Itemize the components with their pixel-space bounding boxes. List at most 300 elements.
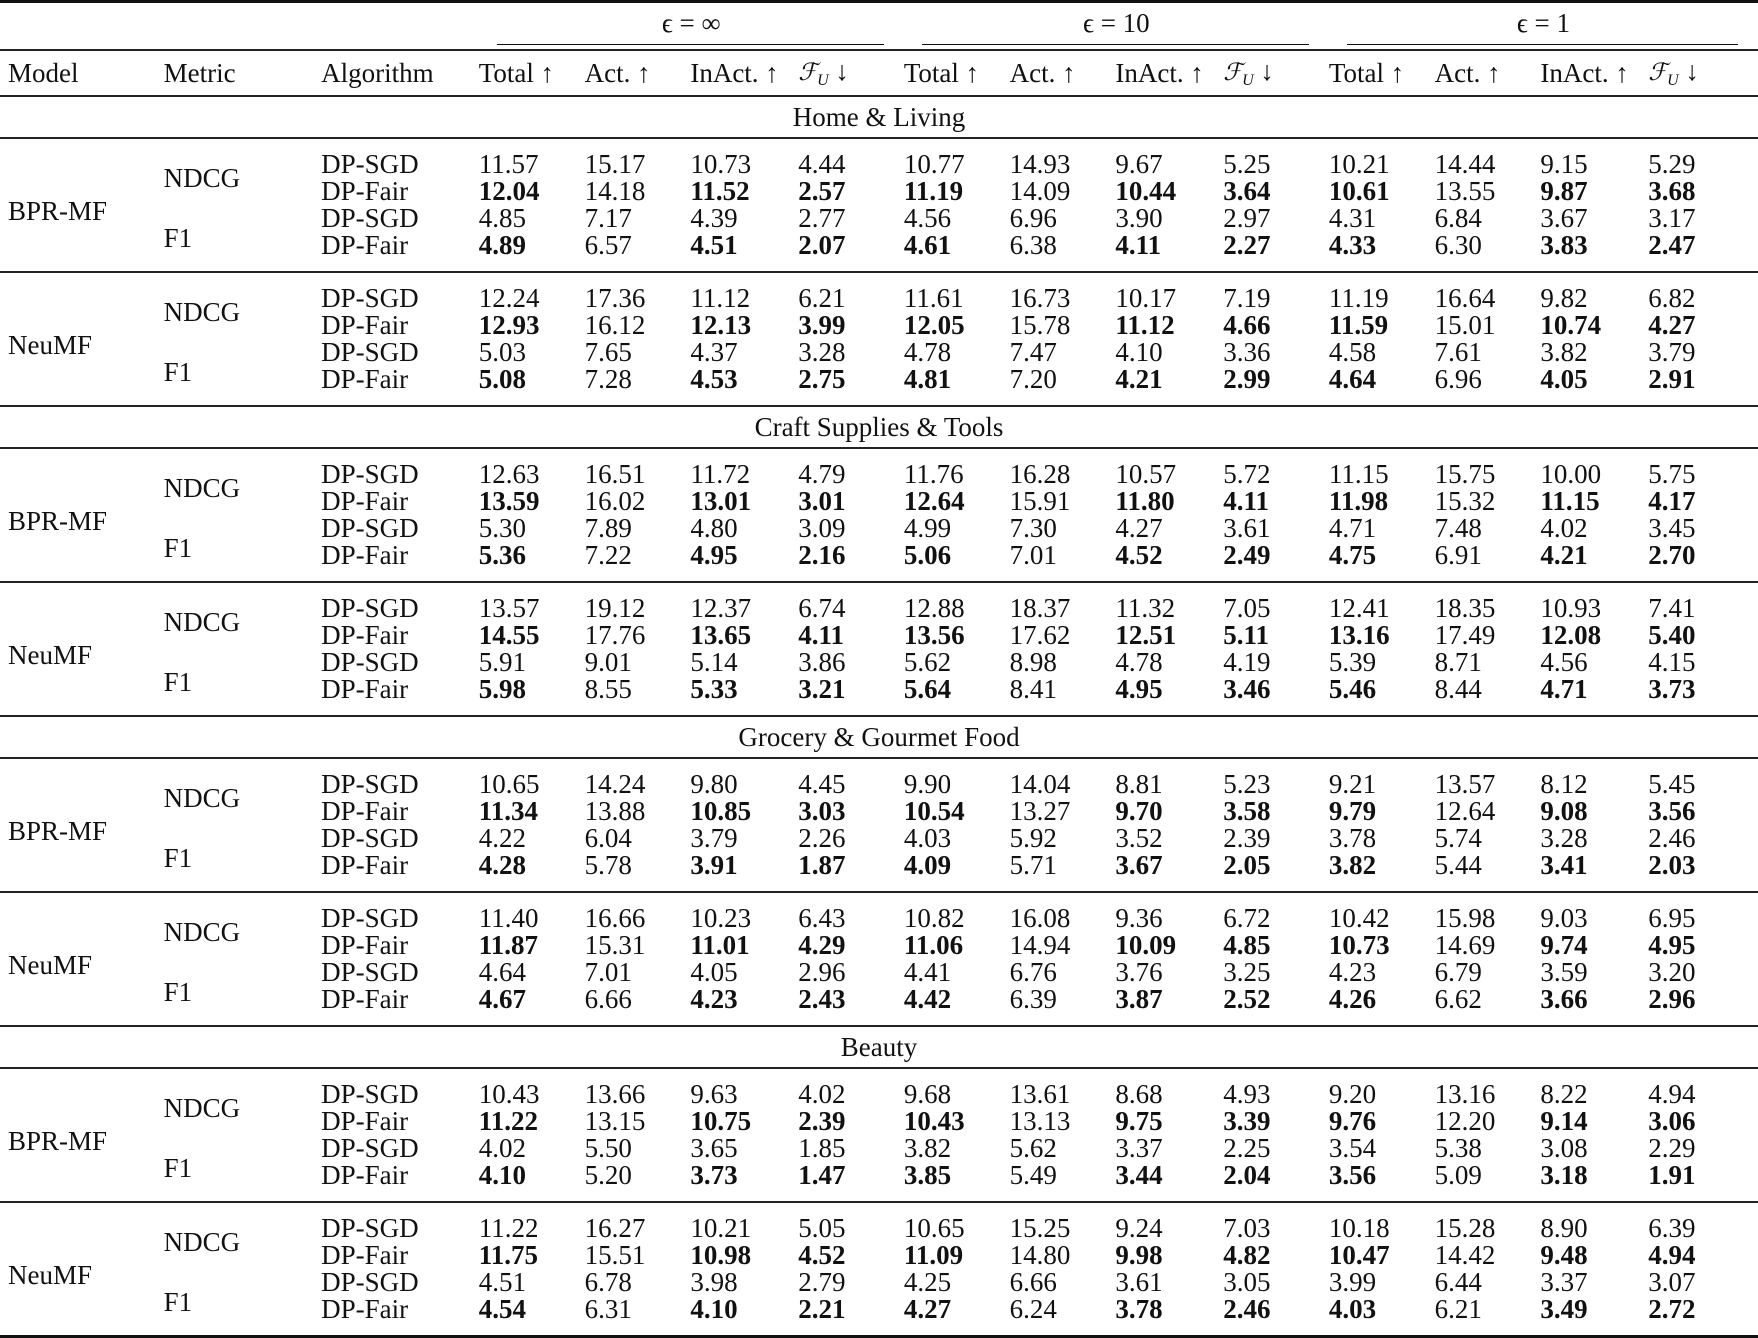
value-cell: 10.61 [1328,176,1390,206]
value-cell: 10.73 [690,149,752,179]
value-cell: 9.15 [1540,149,1588,179]
table-row [0,582,1758,622]
algorithm-header: Algorithm [321,57,434,88]
value-cell: 6.31 [584,1294,632,1324]
value-cell: 4.61 [903,230,952,260]
value-cell: 4.23 [1328,957,1377,987]
value-cell: 11.80 [1115,486,1175,516]
value-cell: 3.86 [798,647,846,677]
value-cell: 2.99 [1223,364,1271,394]
value-cell: 7.65 [584,337,632,367]
value-cell: 4.52 [798,1240,846,1270]
value-cell: 3.37 [1540,1267,1588,1297]
value-cell: 11.87 [478,930,539,960]
value-cell: 5.40 [1648,620,1696,650]
col-header-inact: InAct. ↑ [1540,57,1629,88]
value-cell: 5.92 [1009,823,1057,853]
value-cell: 10.17 [1115,283,1177,313]
value-cell: 9.82 [1540,283,1588,313]
table-row [0,448,1758,488]
value-cell: 4.39 [690,203,738,233]
value-cell: 2.43 [798,984,846,1014]
model-header: Model [8,57,79,88]
value-cell: 12.64 [903,486,965,516]
model-name: NeuMF [8,1259,93,1290]
value-cell: 6.57 [584,230,632,260]
value-cell: 3.61 [1115,1267,1163,1297]
value-cell: 6.62 [1434,984,1482,1014]
value-cell: 13.57 [1434,769,1496,799]
algorithm-name: DP-SGD [321,1267,419,1297]
value-cell: 1.91 [1648,1160,1696,1190]
value-cell: 6.39 [1648,1213,1696,1243]
value-cell: 10.09 [1115,930,1177,960]
value-cell: 10.00 [1540,459,1602,489]
value-cell: 16.66 [584,903,646,933]
value-cell: 10.42 [1328,903,1390,933]
algorithm-name: DP-SGD [321,1213,419,1243]
value-cell: 3.73 [1648,674,1696,704]
value-cell: 4.27 [903,1294,952,1324]
value-cell: 3.09 [798,513,846,543]
value-cell: 5.75 [1648,459,1696,489]
value-cell: 11.61 [903,283,964,313]
value-cell: 13.15 [584,1106,646,1136]
value-cell: 15.75 [1434,459,1496,489]
value-cell: 5.29 [1648,149,1696,179]
value-cell: 7.47 [1009,337,1057,367]
value-cell: 5.08 [478,364,527,394]
value-cell: 9.74 [1540,930,1588,960]
model-name: NeuMF [8,639,93,670]
value-cell: 4.37 [690,337,738,367]
value-cell: 4.11 [1115,230,1162,260]
value-cell: 15.98 [1434,903,1496,933]
value-cell: 4.52 [1115,540,1163,570]
value-cell: 4.89 [478,230,527,260]
value-cell: 4.25 [903,1267,952,1297]
value-cell: 10.93 [1540,593,1602,623]
value-cell: 3.17 [1648,203,1696,233]
value-cell: 3.20 [1648,957,1696,987]
dataset-section-header [0,1026,1758,1068]
value-cell: 2.39 [1223,823,1271,853]
value-cell: 5.78 [584,850,632,880]
value-cell: 3.36 [1223,337,1271,367]
value-cell: 2.57 [798,176,846,206]
col-header-total: Total ↑ [1328,57,1405,88]
model-name: NeuMF [8,949,93,980]
table-row [0,1269,1758,1296]
value-cell: 14.18 [584,176,646,206]
value-cell: 3.25 [1223,957,1271,987]
table-row [0,758,1758,798]
value-cell: 2.27 [1223,230,1271,260]
value-cell: 11.75 [478,1240,539,1270]
algorithm-name: DP-Fair [321,1106,409,1136]
value-cell: 3.99 [798,310,846,340]
value-cell: 10.43 [903,1106,965,1136]
value-cell: 14.93 [1009,149,1071,179]
down-arrow-icon: ↓ [828,56,849,86]
value-cell: 4.44 [798,149,846,179]
value-cell: 5.38 [1434,1133,1482,1163]
value-cell: 9.20 [1328,1079,1377,1109]
value-cell: 4.95 [690,540,738,570]
value-cell: 11.15 [1540,486,1600,516]
algorithm-name: DP-SGD [321,149,419,179]
value-cell: 3.98 [690,1267,738,1297]
value-cell: 4.10 [1115,337,1163,367]
dataset-title: Beauty [840,1031,918,1062]
value-cell: 6.66 [584,984,632,1014]
value-cell: 11.98 [1328,486,1389,516]
metric-name: NDCG [163,606,241,637]
value-cell: 4.09 [903,850,952,880]
metric-name: F1 [163,976,193,1007]
value-cell: 12.08 [1540,620,1602,650]
algorithm-name: DP-SGD [321,337,419,367]
value-cell: 10.65 [903,1213,965,1243]
value-cell: 6.66 [1009,1267,1057,1297]
value-cell: 4.64 [478,957,527,987]
value-cell: 3.54 [1328,1133,1377,1163]
value-cell: 5.23 [1223,769,1271,799]
value-cell: 2.70 [1648,540,1696,570]
value-cell: 5.39 [1328,647,1377,677]
value-cell: 16.28 [1009,459,1071,489]
value-cell: 15.91 [1009,486,1071,516]
table-row [0,205,1758,232]
col-header-act: Act. ↑ [1434,57,1501,88]
value-cell: 6.91 [1434,540,1482,570]
value-cell: 6.84 [1434,203,1482,233]
value-cell: 10.43 [478,1079,540,1109]
value-cell: 16.08 [1009,903,1071,933]
value-cell: 3.99 [1328,1267,1377,1297]
value-cell: 8.81 [1115,769,1163,799]
value-cell: 3.67 [1540,203,1588,233]
value-cell: 6.74 [798,593,846,623]
value-cell: 4.64 [1328,364,1377,394]
value-cell: 14.24 [584,769,646,799]
value-cell: 3.61 [1223,513,1271,543]
algorithm-name: DP-SGD [321,513,419,543]
value-cell: 5.64 [903,674,952,704]
value-cell: 5.49 [1009,1160,1057,1190]
algorithm-name: DP-Fair [321,850,409,880]
algorithm-name: DP-SGD [321,593,419,623]
value-cell: 12.13 [690,310,752,340]
value-cell: 4.23 [690,984,738,1014]
value-cell: 14.09 [1009,176,1071,206]
value-cell: 4.66 [1223,310,1271,340]
value-cell: 16.73 [1009,283,1071,313]
value-cell: 15.17 [584,149,646,179]
value-cell: 6.38 [1009,230,1057,260]
col-header-total: Total ↑ [903,57,980,88]
value-cell: 10.21 [1328,149,1390,179]
value-cell: 2.96 [1648,984,1696,1014]
value-cell: 6.44 [1434,1267,1482,1297]
value-cell: 7.20 [1009,364,1057,394]
value-cell: 5.03 [478,337,527,367]
value-cell: 4.03 [1328,1294,1377,1324]
down-arrow-icon: ↓ [1678,56,1699,86]
value-cell: 7.30 [1009,513,1057,543]
value-cell: 9.87 [1540,176,1588,206]
value-cell: 11.40 [478,903,539,933]
value-cell: 3.79 [1648,337,1696,367]
algorithm-name: DP-SGD [321,647,419,677]
value-cell: 7.03 [1223,1213,1271,1243]
value-cell: 3.21 [798,674,846,704]
table-row [0,825,1758,852]
value-cell: 4.31 [1328,203,1377,233]
value-cell: 4.21 [1115,364,1163,394]
value-cell: 3.91 [690,850,738,880]
value-cell: 2.25 [1223,1133,1271,1163]
metric-name: NDCG [163,472,241,503]
fairness-symbol: ℱ [798,58,818,86]
value-cell: 3.66 [1540,984,1588,1014]
metric-name: F1 [163,1152,193,1183]
value-cell: 9.63 [690,1079,738,1109]
value-cell: 5.14 [690,647,738,677]
value-cell: 4.95 [1648,930,1696,960]
value-cell: 9.36 [1115,903,1163,933]
value-cell: 4.26 [1328,984,1377,1014]
value-cell: 4.51 [478,1267,527,1297]
value-cell: 6.21 [1434,1294,1482,1324]
fairness-subscript: U [1667,72,1679,89]
value-cell: 2.26 [798,823,846,853]
value-cell: 9.68 [903,1079,952,1109]
algorithm-name: DP-Fair [321,796,409,826]
value-cell: 4.27 [1648,310,1696,340]
column-header-row [0,50,1758,96]
value-cell: 6.04 [584,823,632,853]
value-cell: 7.05 [1223,593,1271,623]
value-cell: 7.89 [584,513,632,543]
value-cell: 13.13 [1009,1106,1071,1136]
algorithm-name: DP-SGD [321,769,419,799]
value-cell: 4.71 [1540,674,1588,704]
algorithm-name: DP-Fair [321,1160,409,1190]
value-cell: 3.06 [1648,1106,1696,1136]
value-cell: 3.59 [1540,957,1588,987]
value-cell: 5.71 [1009,850,1057,880]
value-cell: 12.88 [903,593,965,623]
value-cell: 10.18 [1328,1213,1390,1243]
value-cell: 3.82 [903,1133,952,1163]
value-cell: 3.83 [1540,230,1588,260]
value-cell: 10.47 [1328,1240,1390,1270]
value-cell: 10.74 [1540,310,1602,340]
value-cell: 4.21 [1540,540,1588,570]
value-cell: 4.02 [798,1079,846,1109]
algorithm-name: DP-SGD [321,1079,419,1109]
value-cell: 3.82 [1540,337,1588,367]
value-cell: 2.46 [1223,1294,1271,1324]
value-cell: 3.52 [1115,823,1163,853]
algorithm-name: DP-SGD [321,459,419,489]
value-cell: 16.12 [584,310,646,340]
value-cell: 4.71 [1328,513,1377,543]
value-cell: 4.85 [478,203,527,233]
value-cell: 7.41 [1648,593,1696,623]
metric-name: NDCG [163,1226,241,1257]
value-cell: 14.94 [1009,930,1071,960]
col-header-total: Total ↑ [478,57,555,88]
value-cell: 11.32 [1115,593,1176,623]
value-cell: 11.12 [1115,310,1175,340]
algorithm-name: DP-Fair [321,230,409,260]
col-header-fu [1648,50,1758,96]
value-cell: 13.61 [1009,1079,1071,1109]
value-cell: 6.21 [798,283,846,313]
value-cell: 4.10 [690,1294,738,1324]
value-cell: 4.94 [1648,1079,1696,1109]
col-header-act: Act. ↑ [1009,57,1076,88]
value-cell: 12.51 [1115,620,1177,650]
value-cell: 6.79 [1434,957,1482,987]
table-row [0,272,1758,312]
value-cell: 2.39 [798,1106,846,1136]
value-cell: 3.03 [798,796,846,826]
value-cell: 14.42 [1434,1240,1496,1270]
value-cell: 11.09 [903,1240,964,1270]
dataset-section-header [0,96,1758,138]
value-cell: 4.17 [1648,486,1696,516]
value-cell: 15.78 [1009,310,1071,340]
model-name: BPR-MF [8,195,108,226]
value-cell: 4.81 [903,364,952,394]
value-cell: 5.06 [903,540,952,570]
value-cell: 8.55 [584,674,632,704]
value-cell: 4.75 [1328,540,1377,570]
col-header-fu [798,50,904,96]
table-row [0,649,1758,676]
value-cell: 2.77 [798,203,846,233]
value-cell: 7.22 [584,540,632,570]
value-cell: 5.72 [1223,459,1271,489]
value-cell: 8.41 [1009,674,1057,704]
value-cell: 4.28 [478,850,527,880]
value-cell: 11.22 [478,1213,539,1243]
model-name: BPR-MF [8,1125,108,1156]
value-cell: 16.27 [584,1213,646,1243]
value-cell: 6.96 [1009,203,1057,233]
value-cell: 13.88 [584,796,646,826]
epsilon-inf-header: ϵ = ∞ [479,2,904,51]
value-cell: 9.67 [1115,149,1163,179]
algorithm-name: DP-SGD [321,957,419,987]
value-cell: 4.93 [1223,1079,1271,1109]
algorithm-name: DP-Fair [321,486,409,516]
value-cell: 10.21 [690,1213,752,1243]
value-cell: 3.05 [1223,1267,1271,1297]
value-cell: 13.65 [690,620,752,650]
value-cell: 2.05 [1223,850,1271,880]
algorithm-name: DP-SGD [321,203,419,233]
value-cell: 3.58 [1223,796,1271,826]
value-cell: 6.96 [1434,364,1482,394]
value-cell: 1.85 [798,1133,846,1163]
algorithm-name: DP-SGD [321,903,419,933]
value-cell: 5.09 [1434,1160,1482,1190]
value-cell: 2.97 [1223,203,1271,233]
value-cell: 9.75 [1115,1106,1163,1136]
table-row [0,138,1758,178]
value-cell: 3.18 [1540,1160,1588,1190]
value-cell: 4.03 [903,823,952,853]
value-cell: 9.21 [1328,769,1377,799]
value-cell: 12.04 [478,176,540,206]
value-cell: 3.37 [1115,1133,1163,1163]
value-cell: 4.67 [478,984,527,1014]
value-cell: 7.61 [1434,337,1482,367]
value-cell: 11.34 [478,796,539,826]
value-cell: 5.05 [798,1213,846,1243]
value-cell: 6.72 [1223,903,1271,933]
value-cell: 8.22 [1540,1079,1588,1109]
value-cell: 6.82 [1648,283,1696,313]
dataset-section-header [0,716,1758,758]
value-cell: 4.33 [1328,230,1377,260]
value-cell: 11.72 [690,459,751,489]
value-cell: 3.73 [690,1160,738,1190]
value-cell: 14.04 [1009,769,1071,799]
value-cell: 14.44 [1434,149,1496,179]
metric-name: F1 [163,842,193,873]
value-cell: 15.31 [584,930,646,960]
algorithm-name: DP-Fair [321,620,409,650]
value-cell: 3.45 [1648,513,1696,543]
value-cell: 14.69 [1434,930,1496,960]
value-cell: 4.15 [1648,647,1696,677]
value-cell: 5.25 [1223,149,1271,179]
metric-name: F1 [163,1286,193,1317]
fairness-symbol: ℱ [1223,58,1243,86]
epsilon-header-row [0,2,1758,51]
value-cell: 6.76 [1009,957,1057,987]
value-cell: 6.78 [584,1267,632,1297]
value-cell: 4.80 [690,513,738,543]
value-cell: 3.87 [1115,984,1163,1014]
value-cell: 4.54 [478,1294,527,1324]
value-cell: 5.20 [584,1160,632,1190]
value-cell: 4.99 [903,513,952,543]
value-cell: 15.32 [1434,486,1496,516]
value-cell: 13.16 [1434,1079,1496,1109]
value-cell: 2.72 [1648,1294,1696,1324]
value-cell: 15.28 [1434,1213,1496,1243]
value-cell: 5.30 [478,513,527,543]
value-cell: 5.62 [903,647,952,677]
value-cell: 4.58 [1328,337,1377,367]
value-cell: 4.79 [798,459,846,489]
algorithm-name: DP-Fair [321,176,409,206]
value-cell: 9.08 [1540,796,1588,826]
metric-name: NDCG [163,1092,241,1123]
value-cell: 11.19 [1328,283,1389,313]
algorithm-name: DP-SGD [321,283,419,313]
value-cell: 12.64 [1434,796,1496,826]
value-cell: 4.94 [1648,1240,1696,1270]
value-cell: 3.79 [690,823,738,853]
value-cell: 4.56 [903,203,952,233]
